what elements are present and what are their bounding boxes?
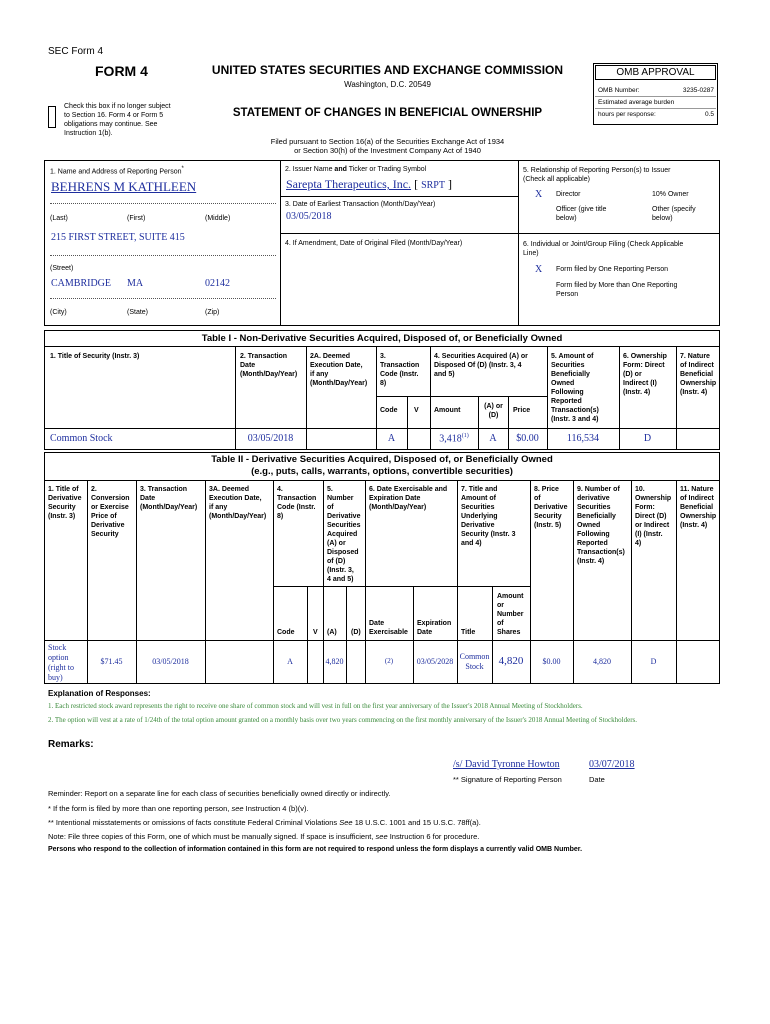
reminder-note: Reminder: Report on a separate line for each class of securities beneficially owned directly or indirectly. bbox=[48, 789, 391, 798]
table-2-title: Table II - Derivative Securities Acquired, Disposed of, or Beneficially Owned (e.g., puts, calls, warrants, options, convertible securities) bbox=[211, 454, 553, 477]
t2-sub-amount: Amount or Number of Shares bbox=[497, 593, 524, 636]
t1-sub-price: Price bbox=[513, 407, 531, 414]
t2-col-form: 10. Ownership Form: Direct (D) or Indirect (I) (Instr. 4) bbox=[635, 486, 672, 547]
t1-sub-v: V bbox=[414, 407, 419, 414]
t2-col-price: 8. Price of Derivative Security (Instr. 5) bbox=[534, 486, 568, 529]
state-label: (State) bbox=[127, 309, 149, 316]
filed-pursuant: Filed pursuant to Section 16(a) of the Securities Exchange Act of 1934 or Section 30(h) of the Investment Company Act of 1940 bbox=[270, 137, 505, 155]
omb-burden-label: Estimated average burden bbox=[598, 99, 675, 106]
t2-col-nature: 11. Nature of Indirect Beneficial Ownership (Instr. 4) bbox=[680, 486, 717, 529]
officer-label: Officer (give title below) bbox=[556, 206, 607, 222]
commission-location: Washington, D.C. 20549 bbox=[344, 80, 431, 89]
one-person-check[interactable]: X bbox=[535, 264, 543, 275]
t1-sub-amount: Amount bbox=[434, 407, 461, 414]
ticker-symbol: SRPT bbox=[421, 180, 445, 191]
signature-label: ** Signature of Reporting Person bbox=[453, 775, 562, 784]
t1-row-amount: 3,418$^{(1)}$ bbox=[439, 433, 469, 445]
t2-col-exercisable: 6. Date Exercisable and Expiration Date (Month/Day/Year) bbox=[369, 486, 448, 511]
t2-col-code: 4. Transaction Code (Instr. 8) bbox=[277, 486, 317, 520]
t2-sub-code: Code bbox=[277, 629, 295, 636]
omb-persons-note: Persons who respond to the collection of information contained in this form are not required to respond unless the form displays a currently valid OMB Number. bbox=[48, 846, 583, 853]
t2-row-title: Stock option (right to buy) bbox=[48, 643, 74, 682]
t2-row-exp: 03/05/2028 bbox=[416, 657, 454, 666]
t2-sub-d: (D) bbox=[351, 629, 361, 636]
one-person-label: Form filed by One Reporting Person bbox=[556, 266, 669, 273]
city-label: (City) bbox=[50, 309, 67, 316]
state: MA bbox=[127, 278, 144, 289]
omb-hours-label: hours per response: bbox=[598, 111, 656, 118]
t1-col-title: 1. Title of Security (Instr. 3) bbox=[50, 353, 140, 360]
file-copies-note: Note: File three copies of this Form, one of which must be manually signed. If space is insufficient, see Instruction 6 for procedure. bbox=[48, 832, 480, 841]
t1-col-date: 2. Transaction Date (Month/Day/Year) bbox=[240, 353, 298, 378]
t1-row-owned: 116,534 bbox=[566, 433, 600, 444]
zip-label: (Zip) bbox=[205, 309, 220, 316]
director-label: Director bbox=[556, 191, 581, 198]
checkbox-instruction: Check this box if no longer subject to Section 16. Form 4 or Form 5 obligations may continue. See Instruction 1(b). bbox=[64, 103, 171, 137]
t2-row-deriv-price: $0.00 bbox=[542, 657, 561, 666]
first-label: (First) bbox=[127, 215, 146, 222]
t2-sub-a: (A) bbox=[327, 629, 337, 636]
table-1-title: Table I - Non-Derivative Securities Acquired, Disposed of, or Beneficially Owned bbox=[201, 333, 563, 344]
t2-sub-v: V bbox=[313, 629, 318, 636]
t2-row-und-title: Common Stock bbox=[459, 652, 490, 671]
omb-hours: 0.5 bbox=[704, 111, 714, 118]
form-title: FORM 4 bbox=[95, 63, 148, 79]
middle-label: (Middle) bbox=[205, 215, 231, 222]
t2-col-owned: 9. Number of derivative Securities Beneficially Owned Following Reported Transaction(s) (Instr. 4) bbox=[577, 486, 625, 565]
signature: /s/ David Tyronne Howton bbox=[453, 759, 560, 770]
t1-row-title: Common Stock bbox=[50, 433, 113, 444]
t2-col-number: 5. Number of Derivative Securities Acquired (A) or Disposed of (D) (Instr. 3, 4 and 5) bbox=[327, 486, 361, 583]
sec-form-label: SEC Form 4 bbox=[48, 46, 104, 57]
relationship-label: 5. Relationship of Reporting Person(s) to Issuer (Check all applicable) bbox=[523, 167, 671, 183]
earliest-transaction-date: 03/05/2018 bbox=[286, 211, 332, 222]
reporting-person-label: 1. Name and Address of Reporting Person* bbox=[50, 166, 184, 176]
more-person-label: Form filed by More than One Reporting Person bbox=[556, 282, 678, 298]
t2-sub-title: Title bbox=[461, 629, 476, 636]
t2-col-conversion: 2. Conversion or Exercise Price of Derivative Security bbox=[91, 486, 130, 538]
t2-row-form: D bbox=[650, 657, 657, 666]
footnote-2: 2. The option will vest at a rate of 1/24th of the total option amount granted on a monthly basis over two years commencing on the first monthly anniversary of the Issuer's 2018 Annual Meeting of Stockholders. bbox=[48, 716, 638, 724]
t2-col-deemed: 3A. Deemed Execution Date, if any (Month/Day/Year) bbox=[209, 486, 267, 520]
issuer-name: Sarepta Therapeutics, Inc. [ SRPT ] bbox=[286, 177, 452, 191]
t1-sub-code: Code bbox=[380, 407, 398, 414]
city: CAMBRIDGE bbox=[51, 278, 112, 289]
t2-col-underlying: 7. Title and Amount of Securities Underlying Derivative Security (Instr. 3 and 4) bbox=[461, 486, 516, 547]
star-note: * If the form is filed by more than one reporting person, see Instruction 4 (b)(v). bbox=[48, 804, 309, 813]
t2-sub-exp: Expiration Date bbox=[417, 620, 452, 636]
t1-col-deemed: 2A. Deemed Execution Date, if any (Month/Day/Year) bbox=[310, 353, 368, 387]
street-label: (Street) bbox=[50, 265, 74, 272]
double-star-note: ** Intentional misstatements or omissions of facts constitute Federal Criminal Violations See 18 U.S.C. 1001 and 15 U.S.C. 78ff(a). bbox=[48, 818, 481, 827]
no-longer-subject-checkbox[interactable] bbox=[48, 106, 56, 128]
street-address: 215 FIRST STREET, SUITE 415 bbox=[51, 232, 185, 243]
t1-row-ad: A bbox=[489, 433, 497, 444]
t2-col-date: 3. Transaction Date (Month/Day/Year) bbox=[140, 486, 198, 511]
omb-number-label: OMB Number: bbox=[598, 87, 640, 94]
statement-title: STATEMENT OF CHANGES IN BENEFICIAL OWNERSHIP bbox=[232, 107, 543, 119]
other-label: Other (specify below) bbox=[652, 206, 696, 222]
earliest-transaction-label: 3. Date of Earliest Transaction (Month/Day/Year) bbox=[285, 201, 436, 208]
t2-col-title: 1. Title of Derivative Security (Instr. 3) bbox=[48, 486, 82, 520]
t1-col-acquired: 4. Securities Acquired (A) or Disposed Of (D) (Instr. 3, 4 and 5) bbox=[434, 353, 528, 378]
explanation-title: Explanation of Responses: bbox=[48, 689, 151, 698]
t2-row-code: A bbox=[287, 657, 293, 666]
issuer-label: 2. Issuer Name and Ticker or Trading Symbol bbox=[285, 166, 427, 173]
issuer-link[interactable]: Sarepta Therapeutics, Inc. bbox=[286, 177, 412, 191]
t2-row-a: 4,820 bbox=[325, 657, 344, 666]
t1-row-form: D bbox=[643, 433, 652, 444]
ten-percent-label: 10% Owner bbox=[652, 191, 689, 198]
amendment-label: 4. If Amendment, Date of Original Filed (Month/Day/Year) bbox=[285, 240, 463, 247]
remarks-title: Remarks: bbox=[48, 739, 94, 750]
filing-label: 6. Individual or Joint/Group Filing (Check Applicable Line) bbox=[523, 241, 684, 257]
t2-row-date-ex: (2) bbox=[384, 657, 394, 665]
t1-col-nature: 7. Nature of Indirect Beneficial Ownership (Instr. 4) bbox=[680, 353, 717, 396]
t1-row-price: $0.00 bbox=[516, 433, 539, 444]
t1-col-code: 3. Transaction Code (Instr. 8) bbox=[380, 353, 420, 387]
omb-number: 3235-0287 bbox=[682, 87, 714, 94]
signature-date: 03/07/2018 bbox=[589, 759, 635, 770]
footnote-1: 1. Each restricted stock award represents the right to receive one share of common stock and will vest in full on the first year anniversary of the Issuer's 2018 Annual Meeting of Stockholders. bbox=[48, 702, 583, 710]
last-label: (Last) bbox=[50, 215, 68, 222]
t1-row-code: A bbox=[387, 433, 396, 444]
t1-row-date: 03/05/2018 bbox=[247, 433, 294, 444]
t1-col-form: 6. Ownership Form: Direct (D) or Indirect (I) (Instr. 4) bbox=[623, 353, 667, 396]
t2-row-price: $71.45 bbox=[100, 657, 123, 666]
zip: 02142 bbox=[205, 278, 230, 289]
t2-row-date: 03/05/2018 bbox=[152, 657, 189, 666]
t2-sub-date-ex: Date Exercisable bbox=[369, 620, 408, 636]
director-check[interactable]: X bbox=[535, 189, 543, 200]
t2-row-owned: 4,820 bbox=[593, 657, 611, 666]
commission-title: UNITED STATES SECURITIES AND EXCHANGE COMMISSION bbox=[211, 63, 564, 77]
t1-sub-ad: (A) or (D) bbox=[484, 403, 503, 419]
reporting-person-name[interactable]: BEHRENS M KATHLEEN bbox=[51, 179, 197, 194]
t1-col-owned: 5. Amount of Securities Beneficially Owned Following Reported Transaction(s) (Instr. 3 and 4) bbox=[551, 353, 599, 423]
t2-row-und-amount: 4,820 bbox=[498, 655, 524, 667]
omb-title: OMB APPROVAL bbox=[616, 67, 695, 78]
date-label: Date bbox=[589, 775, 605, 784]
